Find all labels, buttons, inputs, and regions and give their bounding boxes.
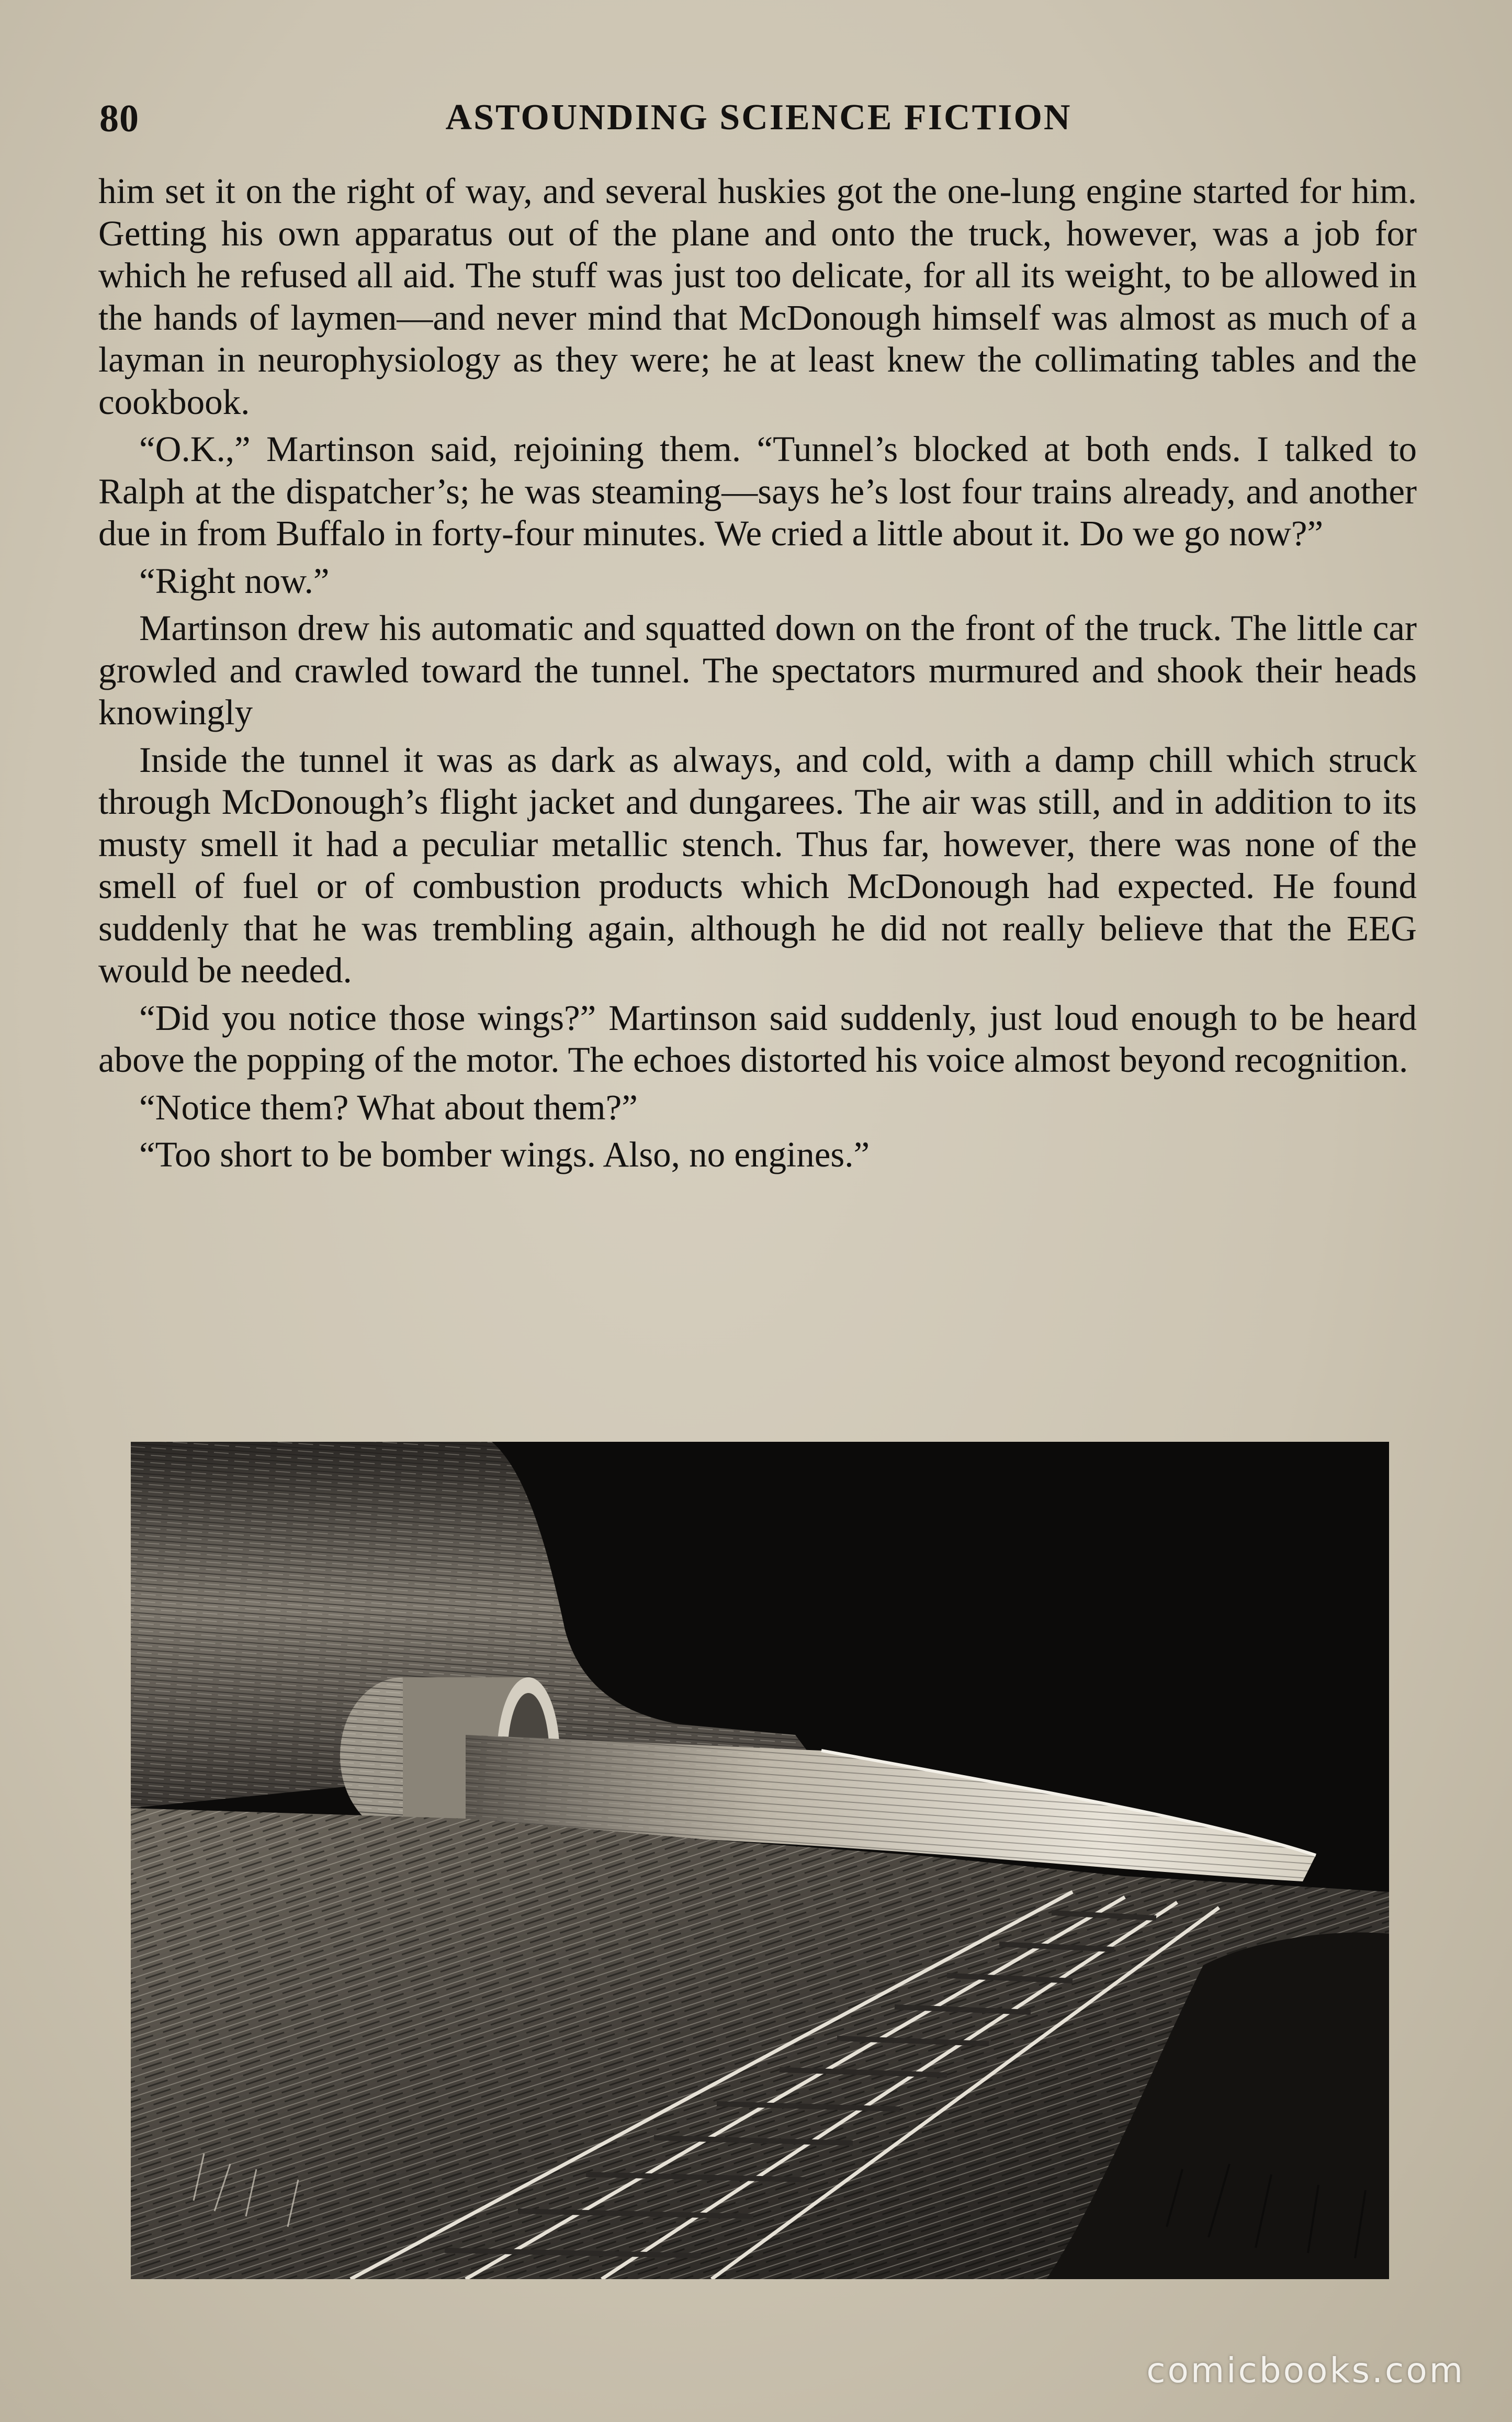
paragraph: Inside the tunnel it was as dark as always, and cold, with a damp chill which struck through McDonough’s flight jacket and dungarees. The air was still, and in addition to its musty smell it had a peculiar metallic stench. Thus far, however, there was none of the smell of fuel or of combustion products which McDonough had expected. He found suddenly that he was trembling again, although he did not really believe that the EEG would be needed.: [98, 739, 1417, 990]
paragraph: “Notice them? What about them?”: [139, 1087, 638, 1127]
paragraph: “Too short to be bomber wings. Also, no engines.”: [139, 1135, 870, 1174]
watermark: comicbooks.com: [1146, 2350, 1465, 2391]
page-header: [99, 97, 1418, 149]
paragraph: “O.K.,” Martinson said, rejoining them. “Tunnel’s blocked at both ends. I talked to Ralph at the dispatcher’s; he was steaming—says he’s lost four trains already, and another due in from Buffalo in forty-four minutes. We cried a little about it. Do we go now?”: [98, 429, 1417, 553]
paragraph: “Right now.”: [139, 560, 330, 601]
paragraph: Martinson drew his automatic and squatted down on the front of the truck. The little car growled and crawled toward the tunnel. The spectators murmured and shook their heads knowingly: [98, 608, 1417, 732]
running-title: ASTOUNDING SCIENCE FICTION: [445, 97, 1072, 138]
paragraph: him set it on the right of way, and several huskies got the one-lung engine started for him. Getting his own apparatus out of the plane and onto the truck, however, was a job for which he refused all aid. The stuff was just too delicate, for all its weight, to be allowed in the hands of laymen—and never mind that McDonough himself was almost as much of a layman in neurophysiology as they were; he at least knew the collimating tables and the cookbook.: [98, 171, 1417, 422]
page-number: 80: [99, 97, 139, 140]
illustration-wing-over-tracks: [131, 1442, 1389, 2279]
story-text: [98, 170, 1417, 1181]
paragraph: “Did you notice those wings?” Martinson said suddenly, just loud enough to be heard above the popping of the motor. The echoes distorted his voice almost beyond recognition.: [98, 997, 1417, 1080]
